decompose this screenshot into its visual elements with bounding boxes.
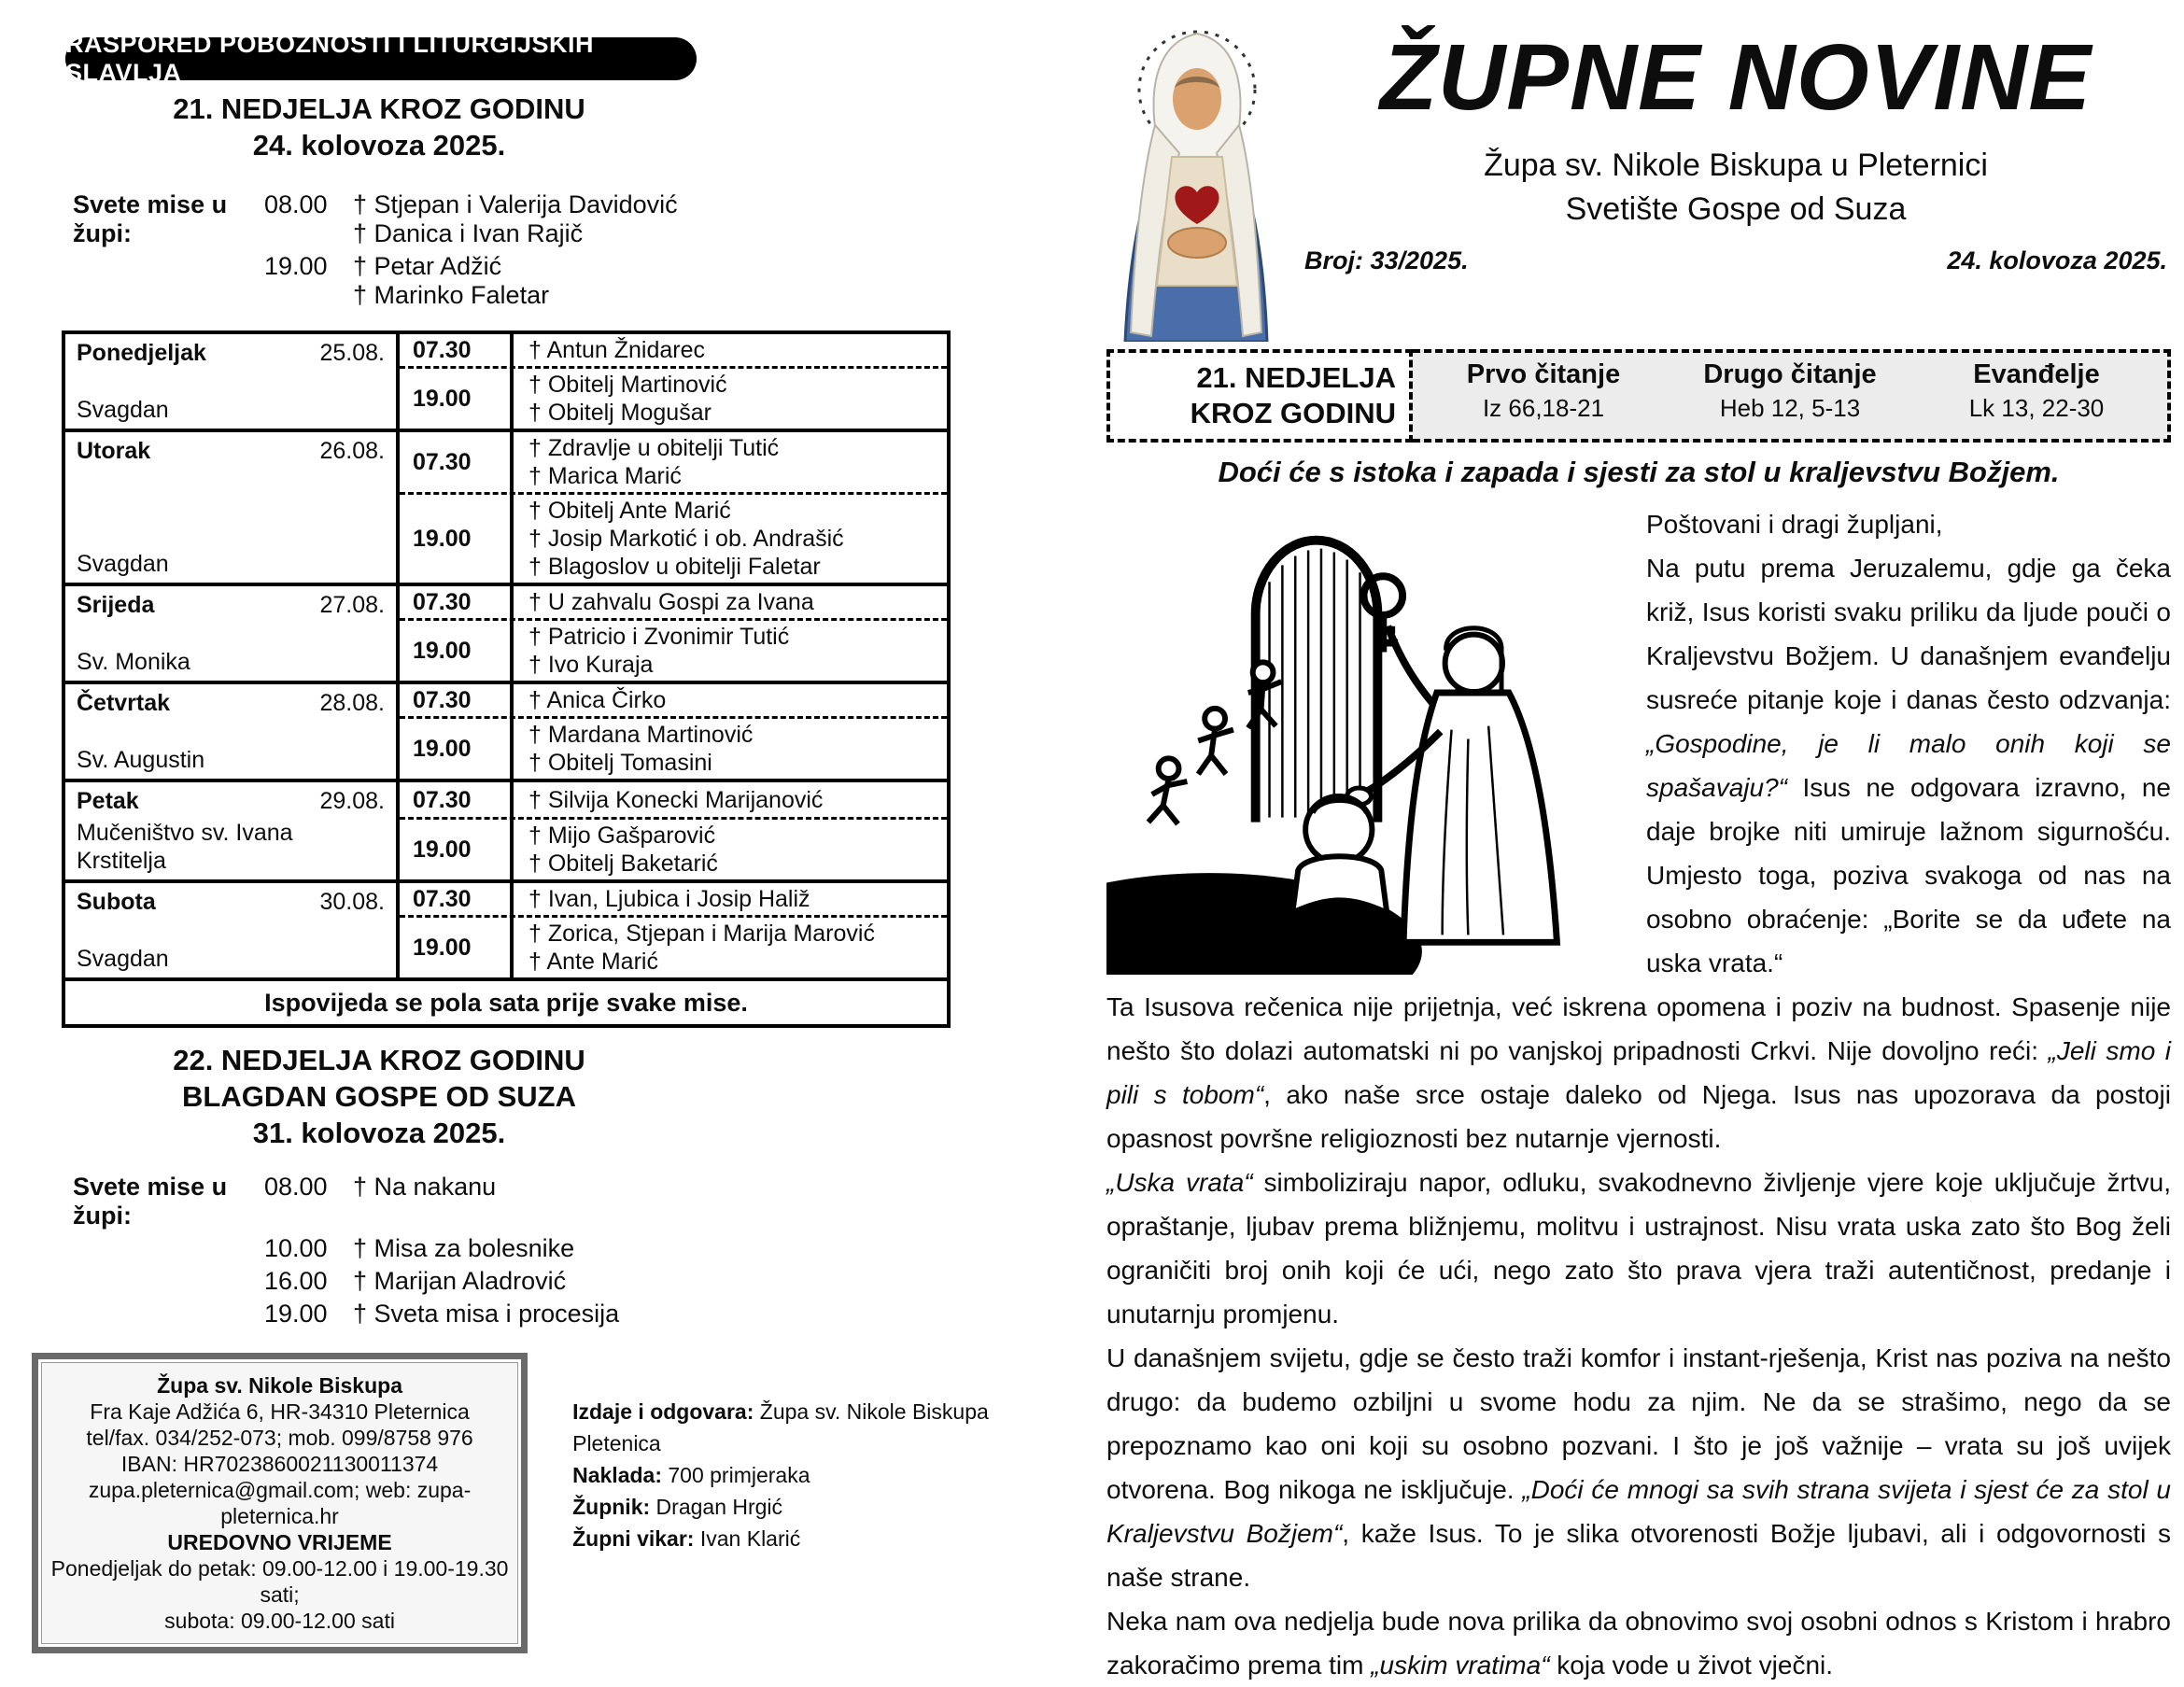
table-row xyxy=(65,432,947,586)
contact-line: tel/fax. 034/252-073; mob. 099/8758 976 xyxy=(86,1426,473,1450)
article-text: koja vode u život vječni. xyxy=(1549,1651,1834,1680)
article-body xyxy=(1106,502,2171,1687)
colophon-line xyxy=(572,1491,1055,1523)
article-title: Doći će s istoka i zapada i sjesti za stol u kraljevstvu Božjem. xyxy=(1218,456,2060,488)
day-cell xyxy=(65,432,400,583)
day-date: 27.08. xyxy=(319,592,385,618)
masses-label: Svete mise u župi: xyxy=(73,190,228,247)
day-header xyxy=(77,787,385,815)
left-page-footer xyxy=(28,1353,1055,1653)
slot-time: 19.00 xyxy=(400,495,514,583)
mass-intentions xyxy=(353,1267,1055,1296)
mass-intention: † Petar Adžić xyxy=(353,252,502,280)
day-date: 30.08. xyxy=(319,889,385,915)
colophon-line xyxy=(572,1396,1055,1459)
mass-slot xyxy=(400,915,947,977)
mass-slot xyxy=(400,883,947,915)
mass-intentions xyxy=(353,190,1055,248)
article-quote: „Uska vrata“ xyxy=(1106,1168,1253,1197)
reading-column xyxy=(1420,358,1667,433)
colophon-line xyxy=(572,1523,1055,1554)
article-paragraph xyxy=(1106,1336,2171,1599)
day-cell xyxy=(65,684,400,779)
parish-contact-box xyxy=(32,1353,528,1653)
reading-name: Drugo čitanje xyxy=(1703,359,1877,389)
mass-intention: † Marica Marić xyxy=(528,463,682,489)
section2-title xyxy=(62,1043,697,1150)
mass-intention: † Na nakanu xyxy=(353,1173,497,1201)
colophon-value: 700 primjeraka xyxy=(668,1463,810,1487)
next-sunday-mass-schedule xyxy=(73,1173,1055,1329)
jesus-narrow-door-illustration xyxy=(1106,508,1622,975)
mass-intention: † U zahvalu Gospi za Ivana xyxy=(528,589,814,615)
mass-intention: † Ivo Kuraja xyxy=(528,652,654,678)
issue-meta xyxy=(1301,246,2171,275)
reading-reference: Heb 12, 5-13 xyxy=(1719,394,1861,422)
slot-intentions xyxy=(514,719,947,779)
mass-intention: † Danica i Ivan Rajič xyxy=(353,219,584,247)
mass-slot xyxy=(400,817,947,879)
article-text: simboliziraju napor, odluku, svakodnevno življenje vjere koje uključuje žrtvu, opraštanje, ljubav prema bližnjemu, molitvu i ustrajnost. Nisu vrata uska zato što Bog želi ograničiti broj onih koji će ući, nego zato što prava vjera traži autentičnost, predanje i unutarnju promjenu. xyxy=(1106,1168,2172,1329)
reading-column xyxy=(1667,358,1913,433)
mass-slot xyxy=(400,618,947,681)
mass-intentions xyxy=(353,252,1055,310)
mass-intention: † Josip Markotić i ob. Andrašić xyxy=(528,526,844,552)
day-note: Sv. Augustin xyxy=(77,747,205,773)
day-note: Sv. Monika xyxy=(77,649,190,675)
mass-intention: † Mardana Martinović xyxy=(528,722,754,748)
mass-intention: † Sveta misa i procesija xyxy=(353,1300,620,1328)
day-cell xyxy=(65,586,400,681)
section2-title-line3: 31. kolovoza 2025. xyxy=(252,1117,506,1149)
contact-line: zupa.pleternica@gmail.com; web: zupa-pleternica.hr xyxy=(88,1478,472,1528)
article-text: Na putu prema Jeruzalemu, gdje ga čeka križ, Isus koristi svaku priliku da ljude pouči o Kraljevstvu Božjem. U današnjem evanđelju susreće pitanje koje i danas često odzvanja: xyxy=(1646,554,2171,714)
article-text: Ta Isusova rečenica nije prijetnja, već iskrena opomena i poziv na budnost. Spasenje nije nešto što dolazi automatski ni po vanjskoj pripadnosti Crkvi. Nije dovoljno reći: xyxy=(1106,992,2171,1065)
slot-time: 07.30 xyxy=(400,782,514,817)
week-table xyxy=(62,330,951,1028)
slot-intentions xyxy=(514,432,947,492)
mass-intention: † Antun Žnidarec xyxy=(528,337,706,363)
day-cell xyxy=(65,334,400,429)
reading-reference: Iz 66,18-21 xyxy=(1482,394,1605,422)
shrine-name: Svetište Gospe od Suza xyxy=(1565,191,1907,227)
day-name: Petak xyxy=(77,788,139,814)
sunday-title xyxy=(1106,349,1413,443)
article-text: Isus ne odgovara izravno, ne daje brojke niti umiruje lažnom sigurnošću. Umjesto toga, poziva svakoga od nas na osobno obraćenje: „Borite se da uđete na uska vrata.“ xyxy=(1646,773,2171,977)
mass-slot xyxy=(400,716,947,779)
article-text: , ako naše srce ostaje daleko od Njega. Isus nas upozorava da postoji opasnost površne religioznosti bez nutarnje vjernosti. xyxy=(1106,1080,2171,1153)
mass-slot xyxy=(400,432,947,492)
article-quote: „uskim vratima“ xyxy=(1371,1651,1550,1680)
issue-number: Broj: 33/2025. xyxy=(1304,246,1469,274)
slot-time: 07.30 xyxy=(400,883,514,915)
article-text: U današnjem svijetu, gdje se često traži komfor i instant-rješenja, Krist nas poziva na nešto drugo: da budemo ozbiljni u svome hodu za njim. Ne da se strašimo, nego da se prepoznamo kao oni koji su osobno pozvani. I što je još važnije – vrata su još uvijek otvorena. Bog nikoga ne isključuje. xyxy=(1106,1343,2171,1504)
mass-slot xyxy=(400,366,947,429)
mass-intention: † Zorica, Stjepan i Marija Marović xyxy=(528,921,875,947)
mass-intention: † Obitelj Mogušar xyxy=(528,400,712,426)
readings-table xyxy=(1106,349,2171,443)
colophon-label: Župnik: xyxy=(572,1495,656,1519)
mass-intention: † Stjepan i Valerija Davidović xyxy=(353,190,678,218)
colophon-label: Naklada: xyxy=(572,1463,669,1487)
contact-line: UREDOVNO VRIJEME xyxy=(167,1530,392,1554)
slot-time: 19.00 xyxy=(400,621,514,681)
article-text: Poštovani i dragi župljani, xyxy=(1646,510,1943,539)
mass-time: 08.00 xyxy=(264,1173,328,1201)
day-cell xyxy=(65,883,400,977)
mass-intention: † Patricio i Zvonimir Tutić xyxy=(528,624,790,650)
day-note: Mučeništvo sv. Ivana Krstitelja xyxy=(77,820,293,874)
mass-slot xyxy=(400,684,947,716)
slot-time: 19.00 xyxy=(400,719,514,779)
mary-statue-image xyxy=(1106,15,1284,342)
mass-slot xyxy=(400,334,947,366)
sunday-mass-schedule xyxy=(73,190,1055,310)
colophon-label: Župni vikar: xyxy=(572,1526,700,1551)
table-row xyxy=(65,883,947,981)
mass-intentions xyxy=(353,1300,1055,1329)
contact-line: Župa sv. Nikole Biskupa xyxy=(157,1373,402,1398)
table-row xyxy=(65,782,947,883)
slot-intentions xyxy=(514,820,947,879)
mass-slot xyxy=(400,586,947,618)
mass-intention: † Obitelj Baketarić xyxy=(528,851,718,877)
confession-note: Ispovijeda se pola sata prije svake mise. xyxy=(264,989,748,1017)
slot-intentions xyxy=(514,334,947,366)
day-cell xyxy=(65,782,400,879)
readings-list xyxy=(1413,349,2171,443)
contact-line: IBAN: HR7023860021130011374 xyxy=(120,1452,439,1476)
article-text: , kaže Isus. To je slika otvorenosti Božje ljubavi, ali i odgovornosti s naše strane. xyxy=(1106,1519,2171,1592)
mass-intention: † Obitelj Tomasini xyxy=(528,750,712,776)
section2-title-line2: BLAGDAN GOSPE OD SUZA xyxy=(182,1080,576,1113)
parish-name: Župa sv. Nikole Biskupa u Pleternici xyxy=(1484,148,1988,183)
mass-intentions xyxy=(353,1234,1055,1263)
day-slots xyxy=(400,782,947,879)
day-header xyxy=(77,591,385,619)
mass-intention: † Marijan Aladrović xyxy=(353,1267,567,1295)
mass-time: 16.00 xyxy=(264,1267,328,1295)
day-date: 25.08. xyxy=(319,340,385,366)
slot-intentions xyxy=(514,621,947,681)
mass-slot xyxy=(400,492,947,583)
mass-slot xyxy=(400,782,947,817)
day-note: Svagdan xyxy=(77,946,169,972)
section1-title xyxy=(62,91,697,162)
table-row xyxy=(65,334,947,432)
reading-name: Prvo čitanje xyxy=(1466,359,1621,389)
mass-intention: † Obitelj Martinović xyxy=(528,372,727,398)
schedule-banner: RASPORED POBOŽNOSTI I LITURGIJSKIH SLAVLJA xyxy=(65,37,697,80)
day-slots xyxy=(400,432,947,583)
mass-intention: † Zdravlje u obitelji Tutić xyxy=(528,435,780,461)
mass-intentions xyxy=(353,1173,1055,1230)
slot-intentions xyxy=(514,918,947,977)
colophon-value: Ivan Klarić xyxy=(699,1526,801,1551)
day-header xyxy=(77,339,385,367)
slot-intentions xyxy=(514,883,947,915)
mass-time: 19.00 xyxy=(264,1300,328,1328)
day-name: Četvrtak xyxy=(77,690,171,716)
day-date: 26.08. xyxy=(319,438,385,464)
mass-intention: † Mijo Gašparović xyxy=(528,822,716,849)
article-text: Neka nam ova nedjelja bude nova prilika da obnovimo svoj osobni odnos s Kristom i hrabro zakoračimo prema tim xyxy=(1106,1607,2171,1680)
mass-intention: † Obitelj Ante Marić xyxy=(528,498,731,524)
day-name: Ponedjeljak xyxy=(77,340,206,366)
colophon xyxy=(572,1396,1055,1653)
table-row xyxy=(65,586,947,684)
day-header xyxy=(77,689,385,717)
slot-time: 07.30 xyxy=(400,586,514,618)
article-paragraph xyxy=(1106,1599,2171,1687)
day-note: Svagdan xyxy=(77,397,169,423)
article-paragraph xyxy=(1106,1160,2171,1336)
day-name: Utorak xyxy=(77,438,151,464)
article-paragraph xyxy=(1106,985,2171,1160)
reading-name: Evanđelje xyxy=(1973,359,2100,389)
slot-intentions xyxy=(514,495,947,583)
mass-time: 08.00 xyxy=(264,190,328,218)
slot-intentions xyxy=(514,586,947,618)
colophon-value: Dragan Hrgić xyxy=(655,1495,783,1519)
mass-intention: † Ante Marić xyxy=(528,949,658,975)
mass-intention: † Ivan, Ljubica i Josip Haliž xyxy=(528,886,810,912)
sunday-title-line2: KROZ GODINU xyxy=(1190,397,1396,429)
reading-column xyxy=(1913,358,2160,433)
slot-intentions xyxy=(514,782,947,817)
day-name: Subota xyxy=(77,889,156,915)
mass-time: 10.00 xyxy=(264,1234,328,1262)
day-slots xyxy=(400,883,947,977)
newsletter-masthead xyxy=(1284,15,2171,342)
contact-line: Ponedjeljak do petak: 09.00-12.00 i 19.00-19.30 sati; xyxy=(50,1556,509,1607)
day-date: 29.08. xyxy=(319,788,385,814)
day-slots xyxy=(400,334,947,429)
table-row xyxy=(65,684,947,782)
slot-time: 19.00 xyxy=(400,918,514,977)
newsletter-title: ŽUPNE NOVINE xyxy=(1379,25,2092,130)
slot-time: 19.00 xyxy=(400,369,514,429)
masses-label: Svete mise u župi: xyxy=(73,1173,228,1230)
slot-time: 07.30 xyxy=(400,334,514,366)
article-quote: „Gospodine, je li malo onih koji se spašavaju?“ xyxy=(1646,729,2171,802)
section1-title-line1: 21. NEDJELJA KROZ GODINU xyxy=(173,92,585,125)
colophon-value: Župa sv. Nikole Biskupa Pletenica xyxy=(572,1399,989,1455)
left-page xyxy=(28,0,1055,1653)
slot-time: 07.30 xyxy=(400,432,514,492)
article-quote: „Doći će mnogi sa svih strana svijeta i sjest će za stol u Kraljevstvu Božjem“ xyxy=(1106,1475,2172,1548)
newsletter-header xyxy=(1106,15,2171,342)
day-name: Srijeda xyxy=(77,592,155,618)
mass-time: 19.00 xyxy=(264,252,328,280)
day-slots xyxy=(400,684,947,779)
issue-date: 24. kolovoza 2025. xyxy=(1947,246,2167,274)
mass-intention: † Anica Čirko xyxy=(528,687,667,713)
sunday-title-line1: 21. NEDJELJA xyxy=(1196,361,1396,394)
contact-line: Fra Kaje Adžića 6, HR-34310 Pleternica xyxy=(90,1399,470,1424)
section1-title-line2: 24. kolovoza 2025. xyxy=(252,129,506,162)
colophon-label: Izdaje i odgovara: xyxy=(572,1399,760,1424)
day-header xyxy=(77,888,385,916)
slot-intentions xyxy=(514,369,947,429)
section2-title-line1: 22. NEDJELJA KROZ GODINU xyxy=(173,1044,585,1076)
slot-intentions xyxy=(514,684,947,716)
mass-intention: † Silvija Konecki Marijanović xyxy=(528,786,824,813)
mass-intention: † Misa za bolesnike xyxy=(353,1234,575,1262)
day-header xyxy=(77,437,385,465)
article-quote: „Jeli smo i pili s tobom“ xyxy=(1106,1036,2171,1109)
colophon-line xyxy=(572,1459,1055,1491)
reading-reference: Lk 13, 22-30 xyxy=(1968,394,2105,422)
slot-time: 19.00 xyxy=(400,820,514,879)
mass-intention: † Marinko Faletar xyxy=(353,281,550,309)
mass-intention: † Blagoslov u obitelji Faletar xyxy=(528,554,821,580)
right-page xyxy=(1106,0,2171,1687)
slot-time: 07.30 xyxy=(400,684,514,716)
day-note: Svagdan xyxy=(77,551,169,577)
day-slots xyxy=(400,586,947,681)
day-date: 28.08. xyxy=(319,690,385,716)
contact-line: subota: 09.00-12.00 sati xyxy=(164,1609,395,1633)
